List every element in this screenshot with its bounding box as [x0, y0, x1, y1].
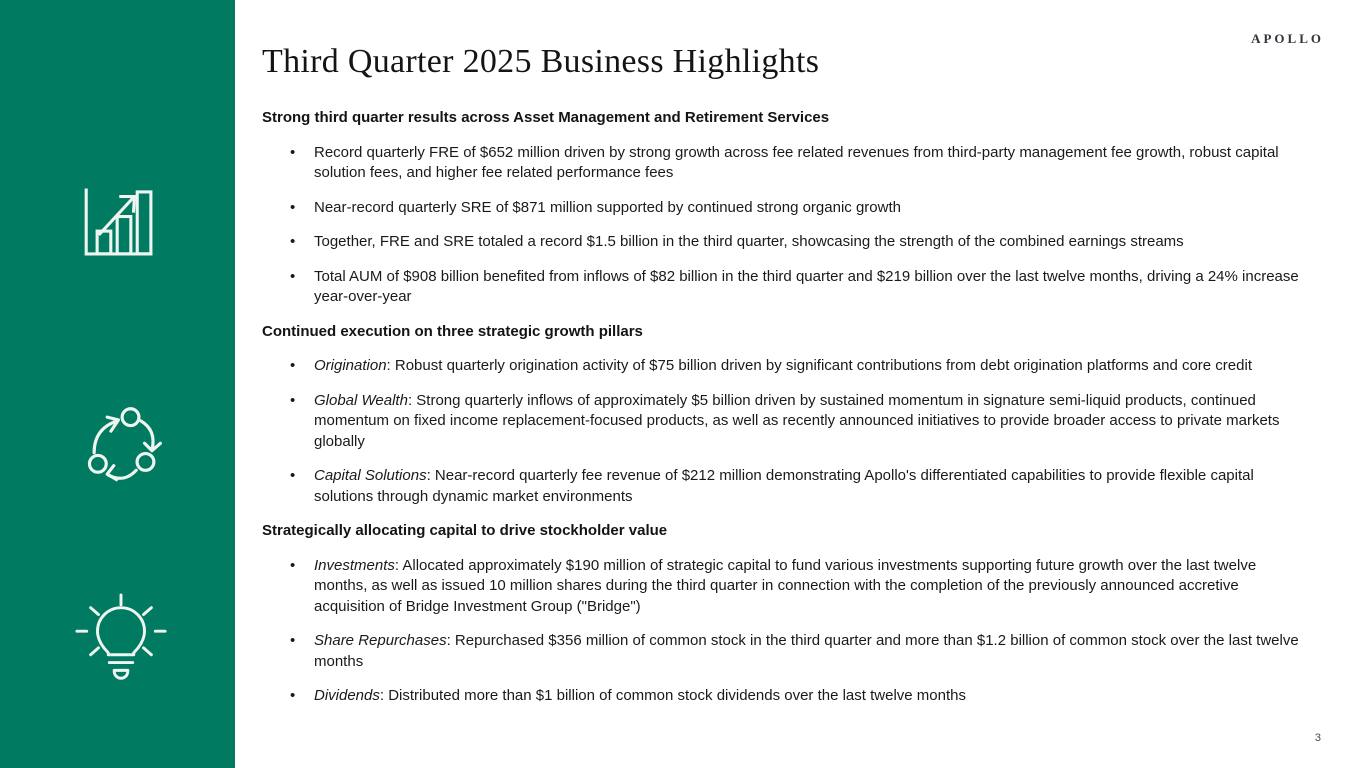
- sidebar-accent-panel: [0, 0, 235, 768]
- bullet-lead: Share Repurchases: [314, 632, 447, 649]
- bullet-lead: Capital Solutions: [314, 467, 427, 484]
- bullet-text: : Near-record quarterly fee revenue of $212 million demonstrating Apollo's differentiated capabilities to provide flexible capital solutions through dynamic market environments: [314, 467, 1254, 505]
- bullet-text: Record quarterly FRE of $652 million driven by strong growth across fee related revenues from third-party management fee growth, robust capital solution fees, and higher fee related performance fees: [314, 143, 1279, 181]
- bullet-list: [262, 556, 1308, 707]
- bullet-text: Together, FRE and SRE totaled a record $1.5 billion in the third quarter, showcasing the strength of the combined earnings streams: [314, 233, 1184, 250]
- slide-content: [262, 42, 1308, 721]
- section: [262, 521, 1308, 707]
- bullet-item: [262, 232, 1308, 253]
- bullet-item: [262, 267, 1308, 308]
- lightbulb-icon: [72, 592, 170, 690]
- section: [262, 108, 1308, 308]
- bullet-item: [262, 391, 1308, 453]
- section-header: Strong third quarter results across Asset Management and Retirement Services: [262, 109, 830, 126]
- bullet-item: [262, 631, 1308, 672]
- sections: [262, 108, 1308, 707]
- bullet-item: [262, 198, 1308, 219]
- bullet-item: [262, 686, 1308, 707]
- apollo-logo: APOLLO: [1251, 31, 1324, 46]
- section-header: Strategically allocating capital to drive stockholder value: [262, 522, 668, 539]
- bullet-lead: Investments: [314, 556, 395, 574]
- bullet-item: [262, 356, 1308, 377]
- section-header: Continued execution on three strategic growth pillars: [262, 322, 643, 340]
- bullet-text: : Allocated approximately $190 million of strategic capital to fund various investments supporting future growth over the last twelve months, as well as issued 10 million shares during the third quarter in connection with the completion of the previously announced accretive acquisition of Bridge Investment Group ("Bridge"): [314, 556, 1257, 615]
- bullet-text: : Robust quarterly origination activity of $75 billion driven by significant contributions from debt origination platforms and core credit: [386, 357, 1252, 374]
- page-number: 3: [1314, 732, 1321, 744]
- bullet-text: : Distributed more than $1 billion of common stock dividends over the last twelve months: [379, 687, 966, 704]
- bullet-text: Near-record quarterly SRE of $871 million supported by continued strong organic growth: [314, 198, 901, 216]
- section: [262, 322, 1308, 508]
- bullet-text: Total AUM of $908 billion benefited from inflows of $82 billion in the third quarter and $219 billion over the last twelve months, driving a 24% increase year-over-year: [314, 267, 1299, 305]
- bullet-list: [262, 356, 1308, 507]
- cycle-arrows-icon: [82, 405, 166, 489]
- bullet-item: [262, 466, 1308, 507]
- bar-chart-growth-icon: [78, 181, 160, 263]
- bullet-item: [262, 556, 1308, 618]
- bullet-text: : Repurchased $356 million of common stock in the third quarter and more than $1.2 billion of common stock over the last twelve months: [314, 632, 1299, 670]
- bullet-list: [262, 143, 1308, 308]
- bullet-lead: Origination: [314, 357, 387, 374]
- slide-title: Third Quarter 2025 Business Highlights: [262, 43, 820, 80]
- bullet-text: : Strong quarterly inflows of approximately $5 billion driven by sustained momentum in signature semi-liquid products, continued momentum on fixed income replacement-focused products, as well as recently announced initiatives to provide broader access to private markets globally: [314, 391, 1280, 450]
- bullet-item: [262, 143, 1308, 184]
- bullet-lead: Dividends: [314, 687, 380, 704]
- bullet-lead: Global Wealth: [314, 391, 408, 409]
